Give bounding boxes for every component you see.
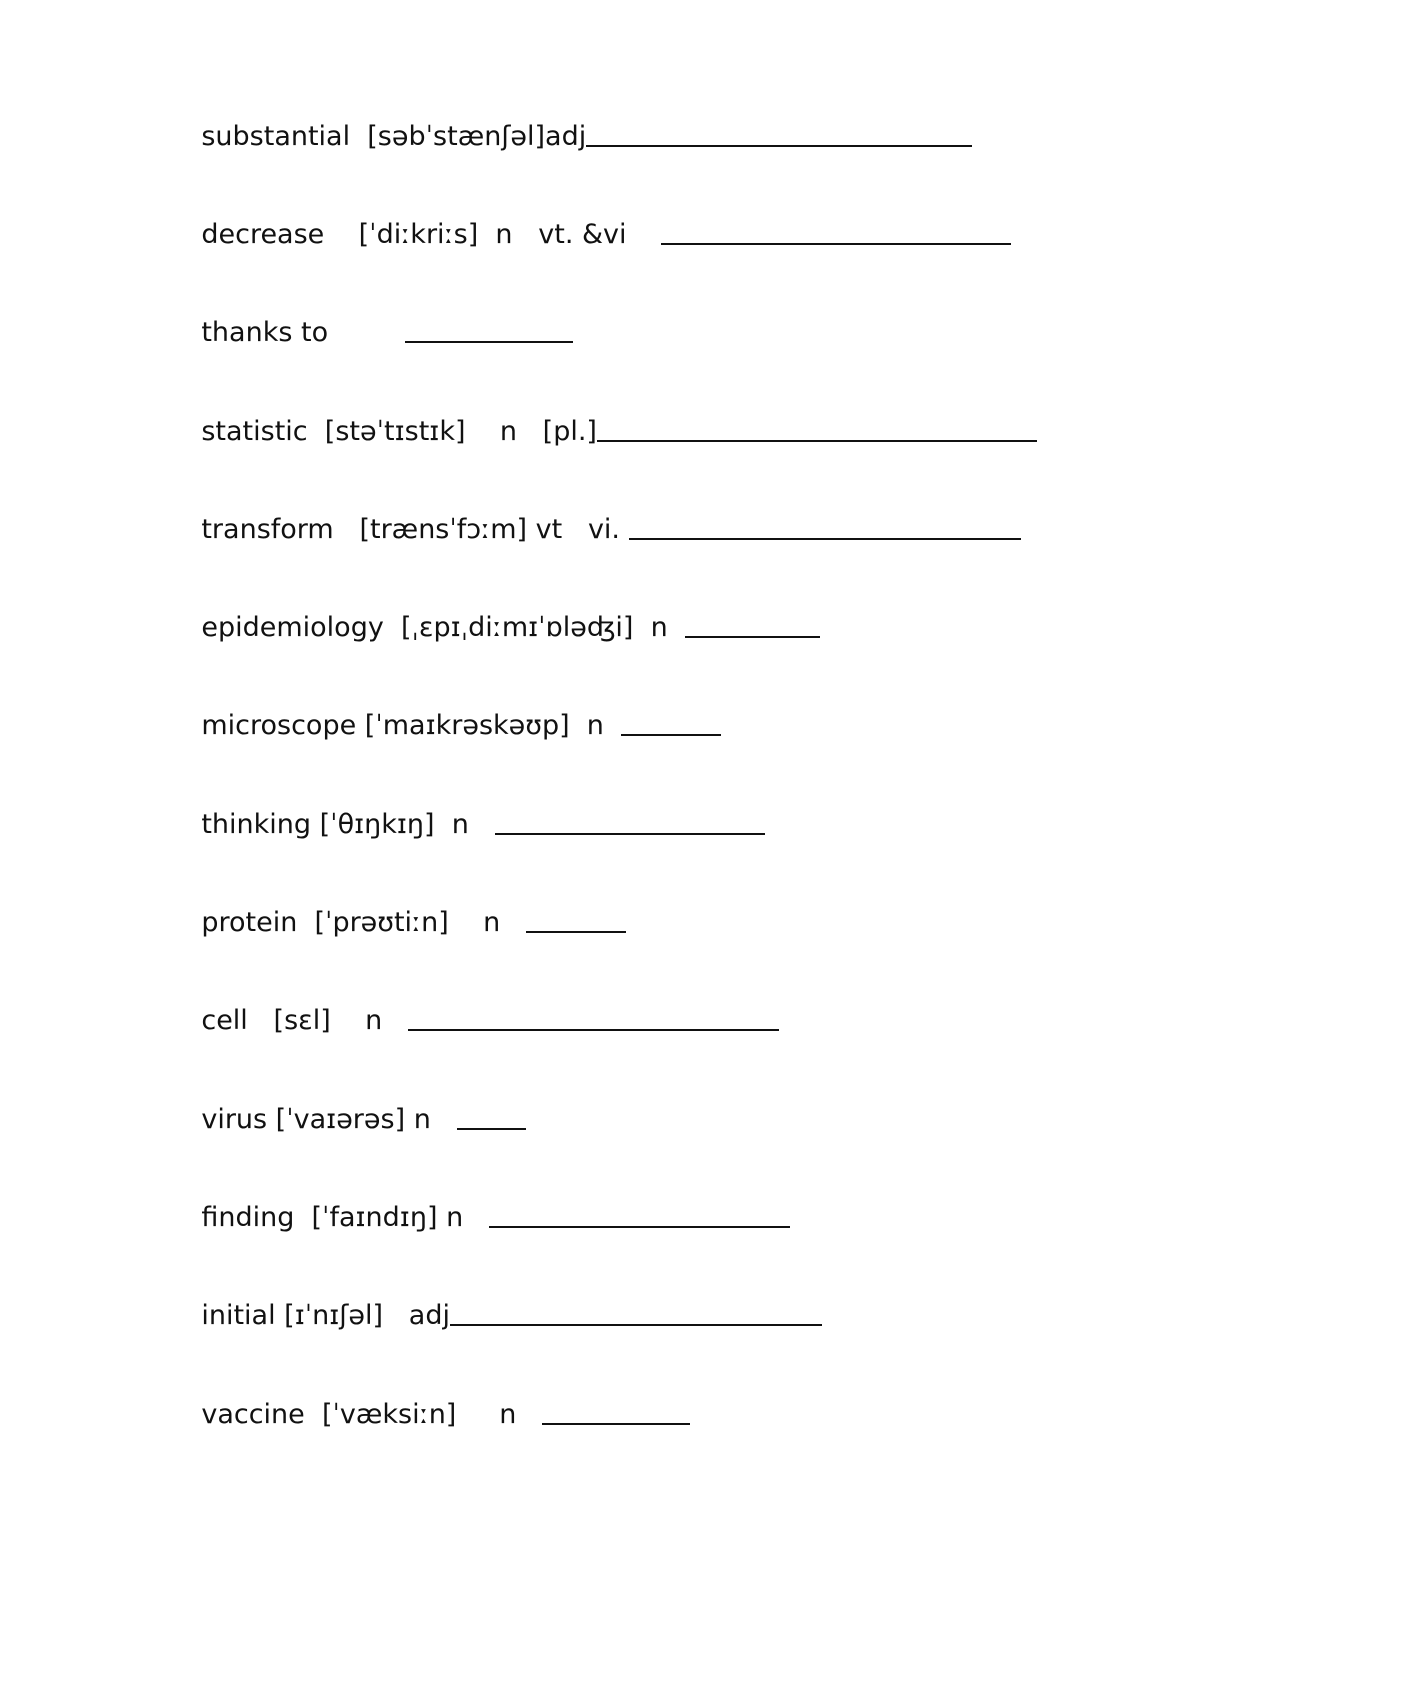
vocab-entry-cell: [167, 961, 779, 1036]
entry-text: finding [ˈfaɪndɪŋ] n: [201, 1202, 489, 1233]
answer-blank[interactable]: [457, 1128, 526, 1130]
answer-blank[interactable]: [405, 341, 573, 343]
answer-blank[interactable]: [526, 931, 626, 933]
answer-blank[interactable]: [621, 734, 721, 736]
entry-text: microscope [ˈmaɪkrəskəʊp] n: [201, 710, 622, 741]
vocab-entry-statistic: [167, 372, 1037, 447]
answer-blank[interactable]: [542, 1423, 690, 1425]
vocab-entry-decrease: [167, 175, 1011, 250]
answer-blank[interactable]: [408, 1029, 779, 1031]
vocab-entry-epidemiology: [167, 568, 820, 643]
vocab-entry-substantial: [167, 77, 972, 152]
entry-text: cell [sɛl] n: [201, 1005, 408, 1036]
answer-blank[interactable]: [661, 243, 1011, 245]
answer-blank[interactable]: [685, 636, 820, 638]
vocab-entry-transform: [167, 470, 1021, 545]
entry-text: decrease [ˈdiːkriːs] n vt. &vi: [201, 219, 661, 250]
answer-blank[interactable]: [450, 1324, 822, 1326]
vocab-entry-thanks-to: [167, 273, 573, 348]
entry-text: vaccine [ˈvæksiːn] n: [201, 1399, 543, 1430]
entry-text: thinking [ˈθɪŋkɪŋ] n: [201, 809, 495, 840]
vocab-entry-finding: [167, 1158, 790, 1233]
entry-text: substantial [səbˈstænʃəl]adj: [201, 121, 587, 152]
entry-text: initial [ɪˈnɪʃəl] adj: [201, 1300, 450, 1331]
answer-blank[interactable]: [489, 1226, 790, 1228]
answer-blank[interactable]: [629, 538, 1021, 540]
vocab-entry-microscope: [167, 666, 721, 741]
answer-blank[interactable]: [586, 145, 972, 147]
entry-text: thanks to: [201, 317, 406, 348]
vocab-entry-protein: [167, 863, 626, 938]
entry-text: transform [trænsˈfɔːm] vt vi.: [201, 514, 629, 545]
vocab-entry-thinking: [167, 765, 765, 840]
entry-text: virus [ˈvaɪərəs] n: [201, 1104, 457, 1135]
answer-blank[interactable]: [495, 833, 765, 835]
vocab-entry-vaccine: [167, 1355, 690, 1430]
vocab-entry-virus: [167, 1060, 526, 1135]
answer-blank[interactable]: [597, 440, 1037, 442]
vocab-entry-initial: [167, 1256, 822, 1331]
entry-text: protein [ˈprəʊtiːn] n: [201, 907, 526, 938]
entry-text: statistic [stəˈtɪstɪk] n [pl.]: [201, 416, 597, 447]
entry-text: epidemiology [ˌɛpɪˌdiːmɪˈɒləʤi] n: [201, 612, 685, 643]
